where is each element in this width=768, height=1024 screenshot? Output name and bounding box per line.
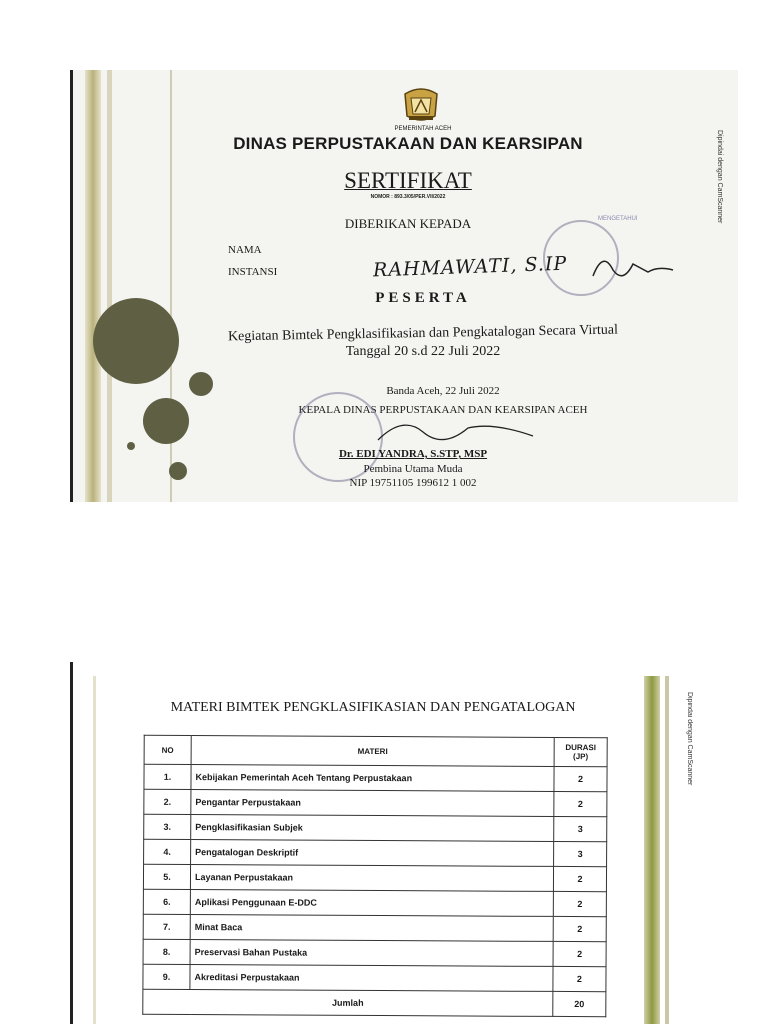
activity-title: Kegiatan Bimtek Pengklasifikasian dan Pengkatalogan Secara Virtual (227, 322, 619, 345)
table-row (144, 764, 607, 791)
scanner-watermark: Dipindai dengan CamScanner (716, 130, 723, 224)
row-materi: Akreditasi Perpustakaan (190, 965, 553, 992)
row-materi: Preservasi Bahan Pustaka (190, 940, 553, 967)
participant-role: PESERTA (375, 290, 471, 306)
activity-dates: Tanggal 20 s.d 22 Juli 2022 (345, 344, 501, 359)
signer-rank: Pembina Utama Muda (363, 463, 463, 475)
total-value: 20 (553, 991, 606, 1016)
table-row (143, 864, 606, 891)
signature (588, 250, 678, 286)
institution-label: INSTANSI (228, 266, 278, 278)
row-durasi: 2 (553, 941, 606, 966)
agency-title: DINAS PERPUSTAKAAN DAN KEARSIPAN (233, 134, 583, 153)
row-durasi: 3 (554, 841, 607, 866)
given-to-label: DIBERIKAN KEPADA (344, 216, 472, 231)
acknowledged-label: MENGETAHUI (598, 216, 638, 222)
row-number: 5. (143, 864, 190, 889)
row-durasi: 2 (553, 916, 606, 941)
row-number: 8. (143, 939, 190, 964)
participant-name: RAHMAWATI, S.IP (372, 252, 568, 282)
row-number: 7. (143, 914, 190, 939)
row-number: 6. (143, 889, 190, 914)
row-durasi: 2 (553, 866, 606, 891)
header-durasi: DURASI (JP) (554, 737, 607, 766)
materials-table (142, 735, 607, 1017)
materials-page (70, 662, 693, 1024)
decorative-stripe (665, 676, 669, 1024)
decorative-circle (93, 298, 179, 384)
row-materi: Aplikasi Penggunaan E-DDC (190, 890, 553, 917)
decorative-circle (127, 442, 135, 450)
table-row (143, 964, 606, 991)
table-row (143, 914, 606, 941)
decorative-circle (169, 462, 187, 480)
government-label: PEMERINTAH ACEH (394, 126, 452, 132)
signature (373, 410, 543, 450)
signer-nip: NIP 19751105 199612 1 002 (349, 477, 477, 489)
row-materi: Minat Baca (190, 915, 553, 942)
table-total-row (143, 989, 606, 1016)
table-row (143, 939, 606, 966)
row-durasi: 3 (554, 816, 607, 841)
name-label: NAMA (228, 244, 262, 256)
row-durasi: 2 (553, 891, 606, 916)
table-header-row (144, 735, 607, 766)
decorative-stripe (85, 70, 101, 502)
signer-position: KEPALA DINAS PERPUSTAKAAN DAN KEARSIPAN ACEH (298, 404, 588, 416)
row-number: 3. (144, 814, 191, 839)
decorative-stripe (644, 676, 660, 1024)
total-label: Jumlah (143, 989, 553, 1016)
row-durasi: 2 (554, 766, 607, 791)
row-materi: Kebijakan Pemerintah Aceh Tentang Perpustakaan (191, 765, 554, 792)
table-row (144, 789, 607, 816)
table-row (143, 889, 606, 916)
header-materi: MATERI (191, 736, 554, 767)
certificate-page (70, 70, 738, 502)
signer-name: Dr. EDI YANDRA, S.STP, MSP (338, 448, 488, 460)
decorative-stripe (93, 676, 96, 1024)
scanner-watermark: Dipindai dengan CamScanner (686, 692, 693, 786)
row-durasi: 2 (553, 966, 606, 991)
decorative-circle (189, 372, 213, 396)
table-row (144, 839, 607, 866)
place-date: Banda Aceh, 22 Juli 2022 (386, 385, 500, 397)
certificate-number: NOMOR : 893.3/05/PER.VII/2022 (370, 194, 446, 200)
header-no: NO (144, 735, 191, 764)
decorative-stripe (107, 70, 112, 502)
row-materi: Pengklasifikasian Subjek (191, 815, 554, 842)
row-number: 4. (144, 839, 191, 864)
row-durasi: 2 (554, 791, 607, 816)
decorative-circle (143, 398, 189, 444)
certificate-title: SERTIFIKAT (344, 168, 472, 193)
row-materi: Layanan Perpustakaan (190, 865, 553, 892)
aceh-emblem-icon (401, 86, 441, 124)
row-materi: Pengantar Perpustakaan (191, 790, 554, 817)
table-row (144, 814, 607, 841)
row-number: 9. (143, 964, 190, 989)
materials-title: MATERI BIMTEK PENGKLASIFIKASIAN DAN PENGATALOGAN (170, 700, 576, 715)
row-number: 1. (144, 764, 191, 789)
row-materi: Pengatalogan Deskriptif (191, 840, 554, 867)
row-number: 2. (144, 789, 191, 814)
